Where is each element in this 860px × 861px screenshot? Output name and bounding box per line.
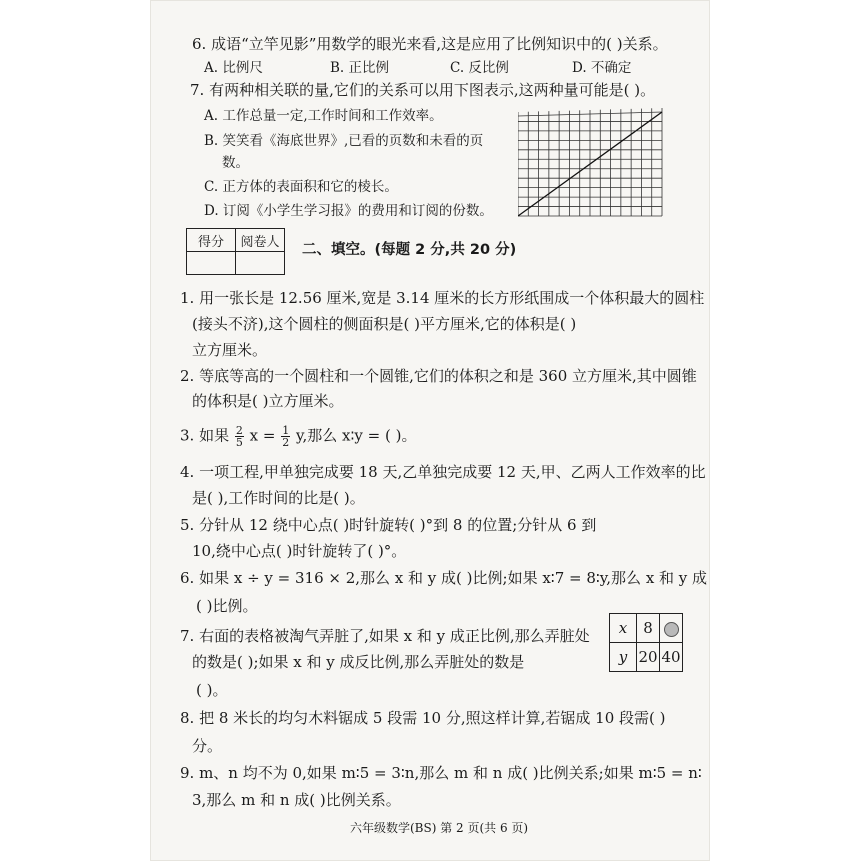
f7-line3: ( )。 xyxy=(196,681,228,699)
q6-option-a: A. 比例尺 xyxy=(204,60,263,76)
q7-option-d: D. 订阅《小学生学习报》的费用和订阅的份数。 xyxy=(204,203,493,219)
f3-line xyxy=(180,425,416,448)
q7-stem: 7. 有两种相关联的量,它们的关系可以用下图表示,这两种量可能是( )。 xyxy=(190,81,656,99)
f3-fraction-2-den: 2 xyxy=(282,436,290,449)
f3-suffix: y,那么 x∶y = ( )。 xyxy=(296,426,417,445)
f8-line1: 8. 把 8 米长的均匀木料锯成 5 段需 10 分,照这样计算,若锯成 10 段需( ) xyxy=(180,709,666,727)
f3-fraction-1-den: 5 xyxy=(235,436,243,449)
f1-line3: 立方厘米。 xyxy=(192,341,268,359)
smudge-icon xyxy=(664,622,679,637)
f7-line1: 7. 右面的表格被淘气弄脏了,如果 x 和 y 成正比例,那么弄脏处 xyxy=(180,627,590,645)
xy-table-y-value-2: 40 xyxy=(660,643,683,672)
f4-line1: 4. 一项工程,甲单独完成要 18 天,乙单独完成要 12 天,甲、乙两人工作效率的比 xyxy=(180,463,706,481)
f7-line2: 的数是( );如果 x 和 y 成反比例,那么弄脏处的数是 xyxy=(192,653,525,671)
q7-option-b-line2: 数。 xyxy=(222,155,249,171)
f5-line1: 5. 分针从 12 绕中心点( )时针旋转( )°到 8 的位置;分针从 6 到 xyxy=(180,516,597,534)
f9-line2: 3,那么 m 和 n 成( )比例关系。 xyxy=(192,791,401,809)
f2-line1: 2. 等底等高的一个圆柱和一个圆锥,它们的体积之和是 360 立方厘米,其中圆锥 xyxy=(180,367,697,385)
f3-fraction-2-num: 1 xyxy=(282,424,290,437)
f1-line1: 1. 用一张长是 12.56 厘米,宽是 3.14 厘米的长方形纸围成一个体积最大的圆柱 xyxy=(180,289,705,307)
f3-fraction-1-num: 2 xyxy=(235,424,243,437)
xy-table-smudge-cell xyxy=(660,614,683,643)
score-table xyxy=(186,228,285,275)
f3-middle: x = xyxy=(249,426,276,445)
q6-option-d: D. 不确定 xyxy=(572,60,632,76)
f3-fraction-2 xyxy=(281,425,290,448)
reviewer-cell[interactable] xyxy=(236,252,285,275)
q6-stem: 6. 成语“立竿见影”用数学的眼光来看,这是应用了比例知识中的( )关系。 xyxy=(192,35,668,53)
q7-option-c: C. 正方体的表面积和它的棱长。 xyxy=(204,179,398,195)
f6-line1: 6. 如果 x ÷ y = 316 × 2,那么 x 和 y 成( )比例;如果 x∶7 = 8∶y,那么 x 和 y 成 xyxy=(180,569,708,587)
f4-line2: 是( ),工作时间的比是( )。 xyxy=(192,489,365,507)
xy-table-y-value-1: 20 xyxy=(637,643,660,672)
proportion-grid-graph xyxy=(518,108,664,222)
xy-table-x-label: x xyxy=(610,614,637,643)
page-footer: 六年级数学(BS) 第 2 页(共 6 页) xyxy=(350,821,529,835)
score-header: 得分 xyxy=(187,229,236,252)
f2-line2: 的体积是( )立方厘米。 xyxy=(192,392,344,410)
reviewer-header: 阅卷人 xyxy=(236,229,285,252)
f1-line2: (接头不济),这个圆柱的侧面积是( )平方厘米,它的体积是( ) xyxy=(192,315,577,333)
score-cell[interactable] xyxy=(187,252,236,275)
f3-prefix: 3. 如果 xyxy=(180,426,230,445)
f6-line2: ( )比例。 xyxy=(196,597,258,615)
f8-line2: 分。 xyxy=(192,737,223,755)
f3-fraction-1 xyxy=(235,425,244,448)
f5-line2: 10,绕中心点( )时针旋转了( )°。 xyxy=(192,542,407,560)
xy-table-y-label: y xyxy=(610,643,637,672)
q6-option-b: B. 正比例 xyxy=(330,60,390,76)
xy-table-x-value: 8 xyxy=(637,614,660,643)
f9-line1: 9. m、n 均不为 0,如果 m∶5 = 3∶n,那么 m 和 n 成( )比例关系;如果 m∶5 = n∶ xyxy=(180,764,702,782)
q7-option-b-line1: B. 笑笑看《海底世界》,已看的页数和未看的页 xyxy=(204,133,484,149)
xy-table xyxy=(609,613,683,672)
q7-option-a: A. 工作总量一定,工作时间和工作效率。 xyxy=(204,108,443,124)
section-2-title: 二、填空。(每题 2 分,共 20 分) xyxy=(302,242,517,258)
q6-option-c: C. 反比例 xyxy=(450,60,509,76)
